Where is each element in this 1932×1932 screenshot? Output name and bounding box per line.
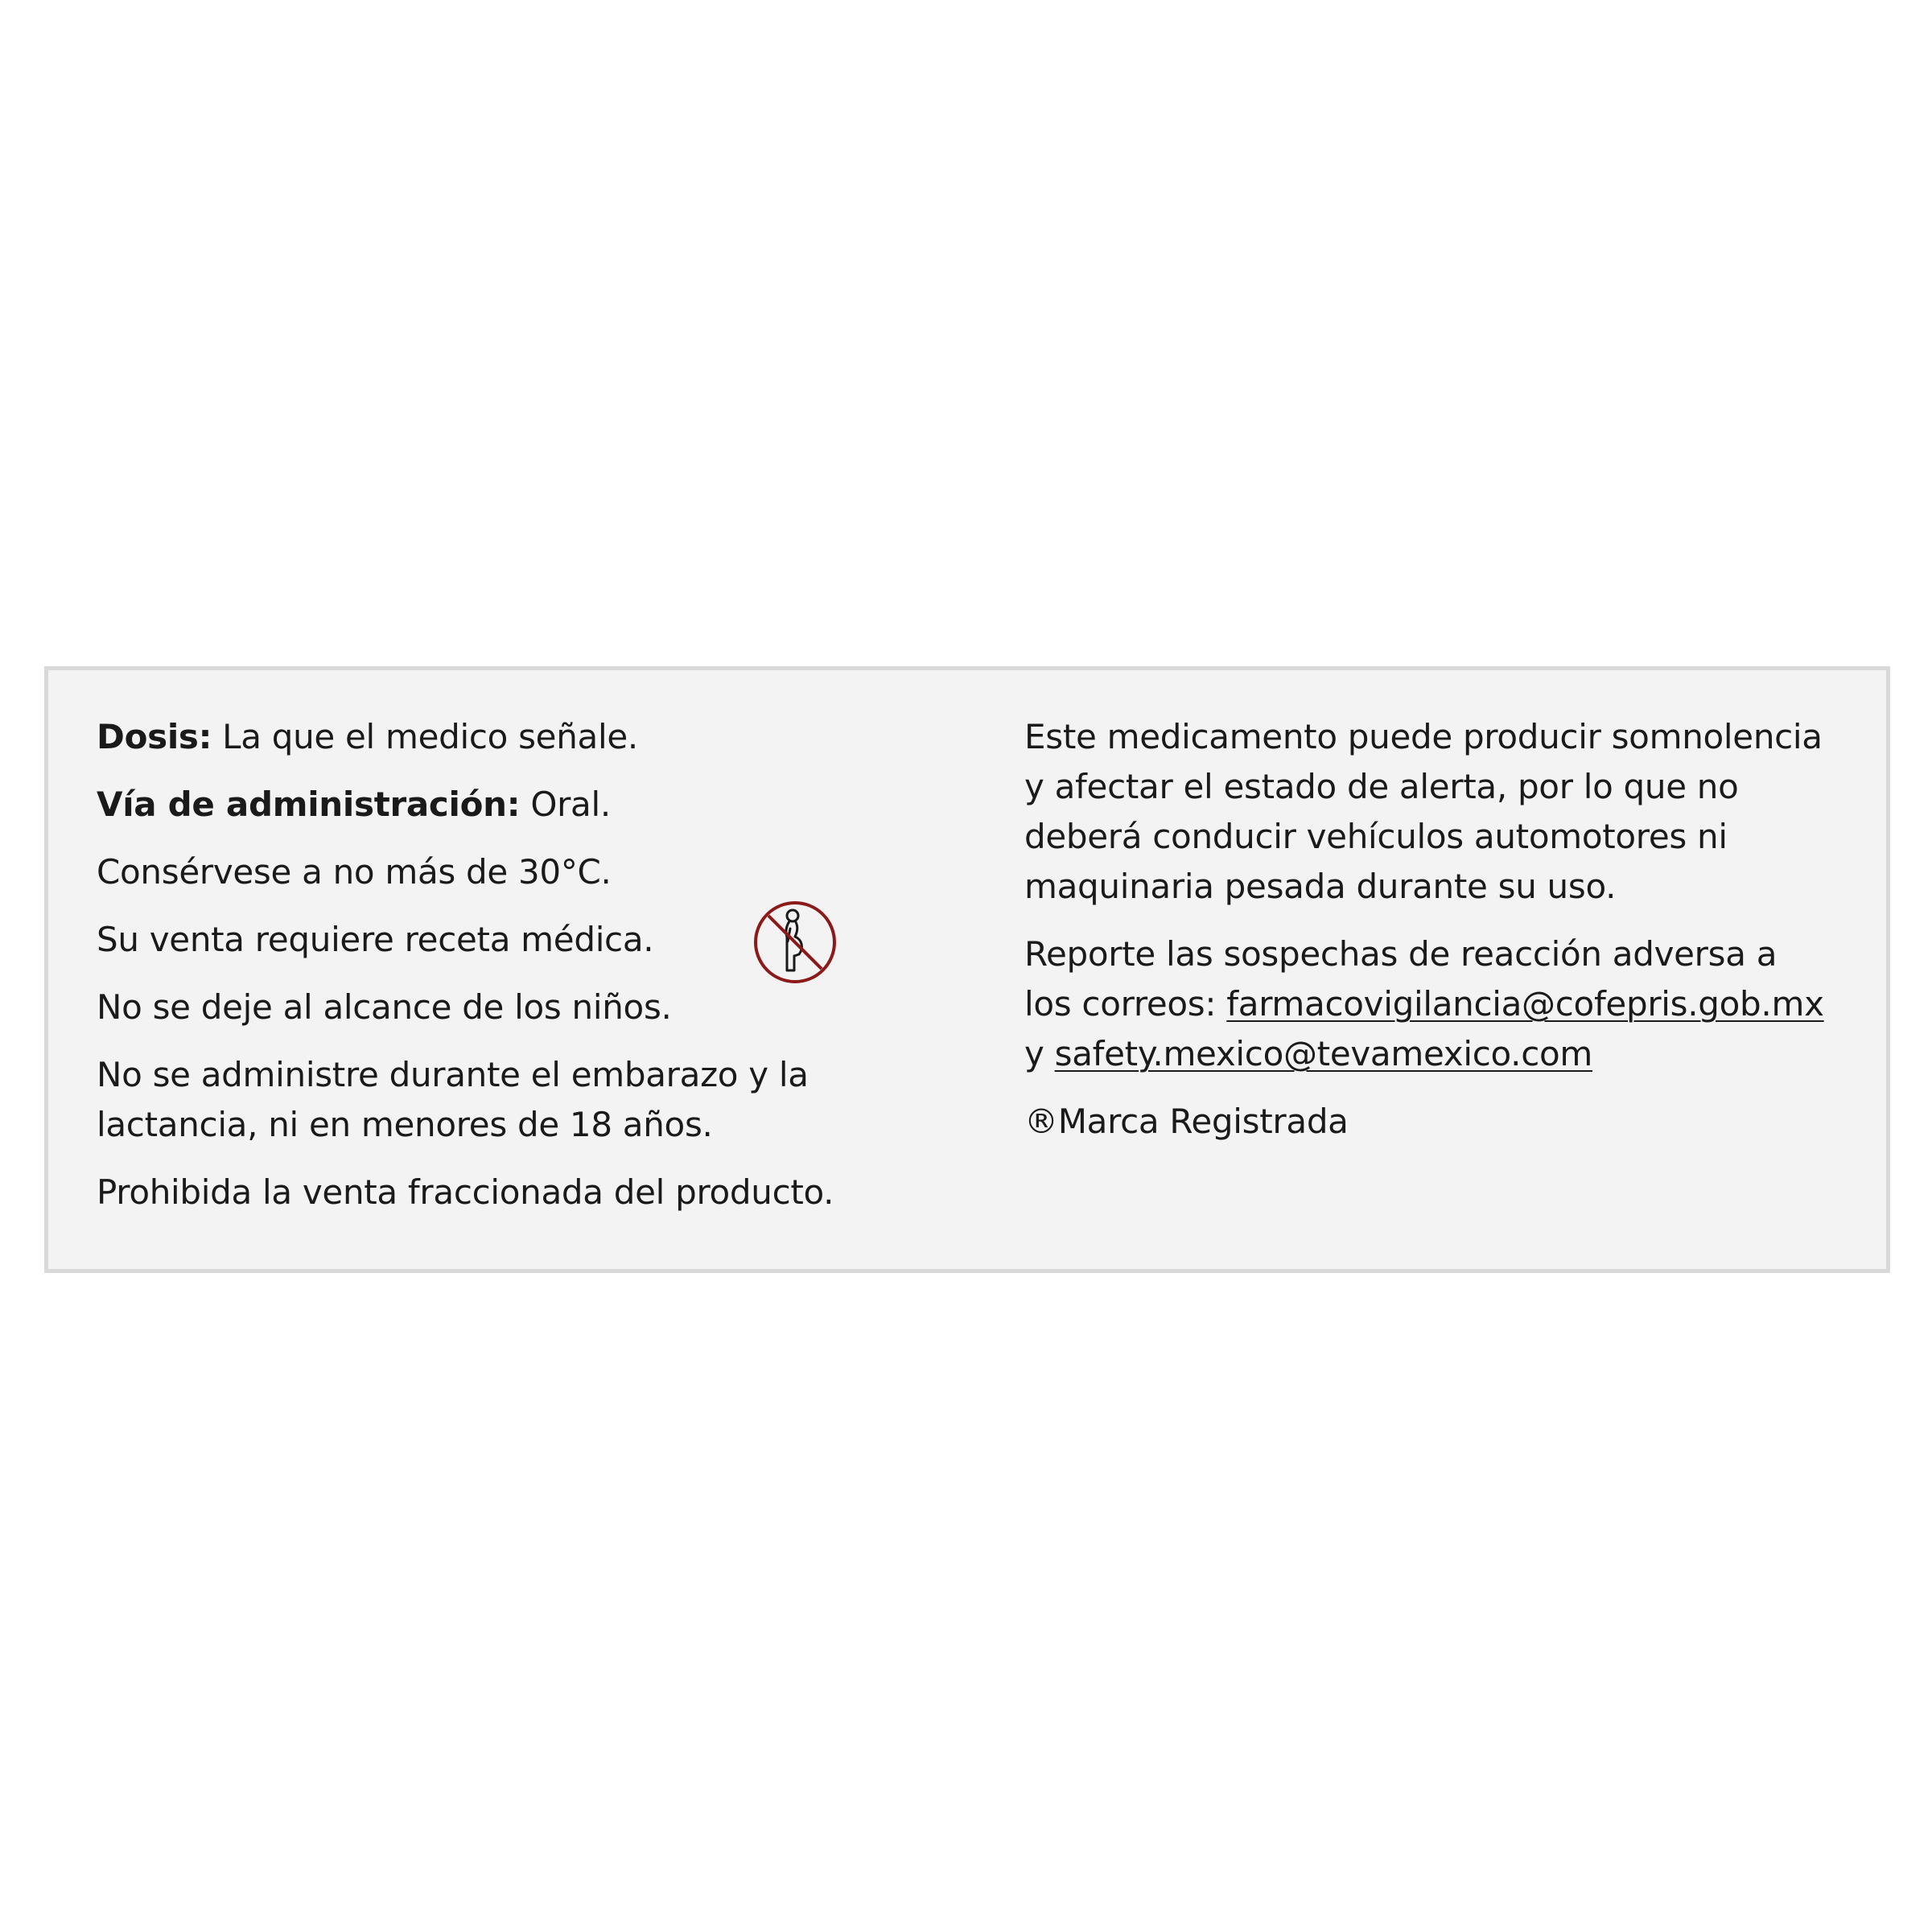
drowsiness-line-2: y afectar el estado de alerta, por lo que no <box>1024 767 1739 806</box>
pregnancy-warning-text <box>97 1050 966 1150</box>
via-line <box>97 780 966 830</box>
email-link-teva[interactable]: safety.mexico@tevamexico.com <box>1054 1034 1593 1073</box>
registered-trademark-text: ®Marca Registrada <box>1024 1102 1349 1141</box>
dosis-value: La que el medico señale. <box>212 717 638 756</box>
storage-text: Consérvese a no más de 30°C. <box>97 852 612 892</box>
via-value: Oral. <box>520 785 611 824</box>
right-column <box>1024 712 1845 1164</box>
drowsiness-line-3: deberá conducir vehículos automotores ni <box>1024 817 1728 856</box>
adverse-reaction-report <box>1024 929 1845 1079</box>
drowsiness-line-4: maquinaria pesada durante su uso. <box>1024 867 1617 906</box>
pregnancy-warning-line-2: lactancia, ni en menores de 18 años. <box>97 1105 713 1144</box>
email-link-cofepris[interactable]: farmacovigilancia@cofepris.gob.mx <box>1226 984 1824 1024</box>
fractional-sale-text: Prohibida la venta fraccionada del producto. <box>97 1172 834 1212</box>
children-warning-text: No se deje al alcance de los niños. <box>97 987 672 1027</box>
dosis-label: Dosis: <box>97 717 212 756</box>
drowsiness-warning <box>1024 712 1845 912</box>
drowsiness-line-1: Este medicamento puede producir somnolencia <box>1024 717 1823 756</box>
report-prefix: los correos: <box>1024 984 1227 1024</box>
report-line-1: Reporte las sospechas de reacción adversa a <box>1024 934 1778 974</box>
medication-label-panel <box>44 666 1890 1273</box>
prescription-text: Su venta requiere receta médica. <box>97 920 654 959</box>
left-column <box>97 712 966 1235</box>
no-pregnancy-icon <box>752 900 838 985</box>
dosis-line <box>97 712 966 762</box>
pregnancy-warning-line-1: No se administre durante el embarazo y la <box>97 1055 809 1094</box>
report-conjunction: y <box>1024 1034 1055 1073</box>
via-label: Vía de administración: <box>97 785 521 824</box>
